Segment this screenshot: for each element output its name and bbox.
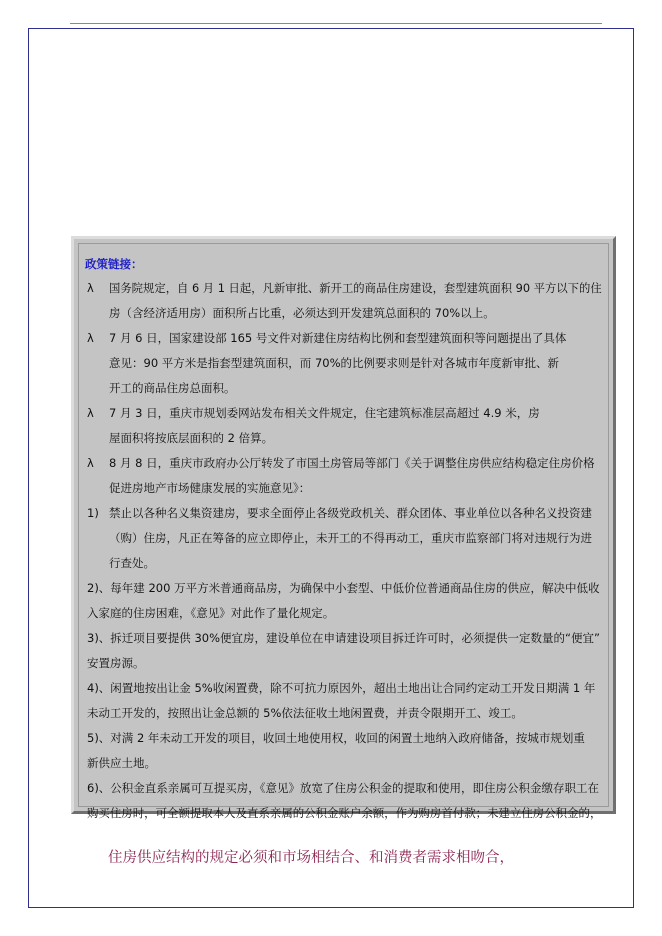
bullet-marker: λ [87,406,94,420]
numbered-item-6-line-1: 6)、公积金直系亲属可互提买房，《意见》放宽了住房公积金的提取和使用，即住房公积金缴存职工在 [87,781,600,795]
numbered-item-5-line-2: 新供应土地。 [87,756,156,770]
bullet-marker: λ [87,281,94,295]
policy-item-1-line-1: 国务院规定，自 6 月 1 日起，凡新审批、新开工的商品住房建设，套型建筑面积 90 平方以下的住 [109,281,602,295]
bullet-marker: λ [87,456,94,470]
policy-item-1-line-2: 房（含经济适用房）面积所占比重，必须达到开发建筑总面积的 70%以上。 [109,306,495,320]
numbered-item-6-line-2: 购买住房时，可全额提取本人及直系亲属的公积金账户余额，作为购房首付款；未建立住房公积金的， [87,806,602,820]
policy-link-inner [78,243,609,820]
numbered-item-2-line-2: 入家庭的住房困难，《意见》对此作了量化规定。 [87,606,335,620]
numbered-item-3-line-2: 安置房源。 [87,656,145,670]
policy-item-4-line-1: 8 月 8 日，重庆市政府办公厅转发了市国土房管局等部门《关于调整住房供应结构稳定住房价格 [109,456,595,470]
policy-item-2-line-2: 意见：90 平方米是指套型建筑面积，而 70%的比例要求则是针对各城市年度新审批、新 [109,356,560,370]
numbered-item-1-line-1: 禁止以各种名义集资建房，要求全面停止各级党政机关、群众团体、事业单位以各种名义投资建 [109,506,592,520]
numbered-marker: 1) [87,506,99,520]
policy-title: 政策链接： [85,257,143,271]
policy-item-3-line-1: 7 月 3 日，重庆市规划委网站发布相关文件规定，住宅建筑标准层高超过 4.9 米，房 [109,406,540,420]
policy-item-3-line-2: 屋面积将按底层面积的 2 倍算。 [109,431,274,445]
policy-link-box [71,236,616,820]
numbered-item-3-line-1: 3)、拆迁项目要提供 30%便宜房，建设单位在申请建设项目拆迁许可时，必须提供一定数量的“便宜” [87,631,600,645]
policy-item-4-line-2: 促进房地产市场健康发展的实施意见》： [109,481,311,495]
closing-paragraph: 住房供应结构的规定必须和市场相结合、和消费者需求相吻合， [108,850,514,866]
bullet-marker: λ [87,331,94,345]
numbered-item-4-line-2: 未动工开发的，按照出让金总额的 5%依法征收土地闲置费，并责令限期开工、竣工。 [87,706,523,720]
numbered-item-5-line-1: 5)、对满 2 年未动工开发的项目，收回土地使用权，收回的闲置土地纳入政府储备，按城市规划重 [87,731,585,745]
policy-item-2-line-3: 开工的商品住房总面积。 [109,381,236,395]
numbered-item-1-line-3: 行查处。 [109,556,155,570]
numbered-item-1-line-2: （购）住房，凡正在筹备的应立即停止，未开工的不得再动工，重庆市监察部门将对违规行为进 [109,531,592,545]
policy-item-2-line-1: 7 月 6 日，国家建设部 165 号文件对新建住房结构比例和套型建筑面积等问题提出了具体 [109,331,567,345]
numbered-item-2-line-1: 2)、每年建 200 万平方米普通商品房，为确保中小套型、中低价位普通商品住房的供应，解决中低收 [87,581,600,595]
numbered-item-4-line-1: 4)、闲置地按出让金 5%收闲置费，除不可抗力原因外，超出土地出让合同约定动工开发日期满 1 年 [87,681,596,695]
header-rule [70,23,602,24]
